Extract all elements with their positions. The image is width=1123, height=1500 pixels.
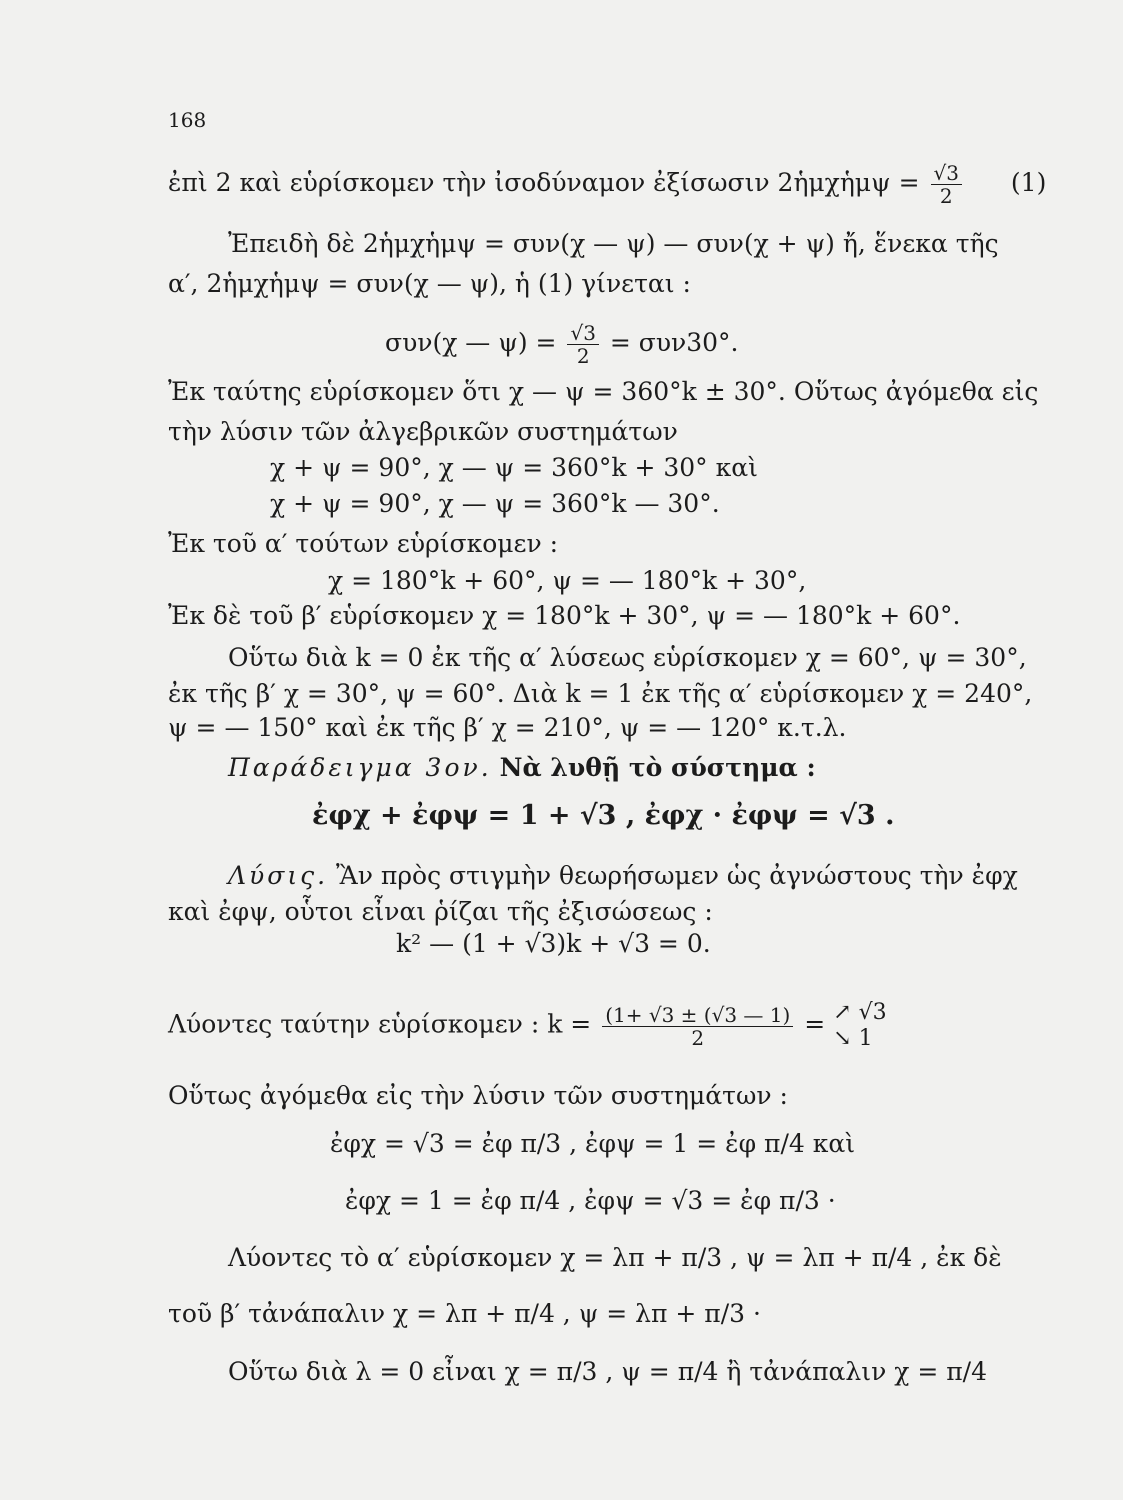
root-one: ↘ 1	[833, 1026, 873, 1051]
tangent-system-1: ἐφχ = √3 = ἐφ π/3 , ἐφψ = 1 = ἐφ π/4 καὶ	[330, 1129, 856, 1158]
solution-heading	[228, 860, 1018, 892]
example-label: Παράδειγμα 3ον.	[228, 753, 492, 782]
quadratic-equation: k² — (1 + √3)k + √3 = 0.	[396, 929, 711, 958]
equation-cos-left: συν(χ — ψ) =	[385, 328, 557, 357]
solution-line-a: χ = 180°k + 60°, ψ = — 180°k + 30°,	[328, 566, 807, 595]
text-line-5: Ἐκ ταύτης εὑρίσκομεν ὅτι χ — ψ = 360°k ± 30°. Οὕτως ἀγόμεθα εἰς	[168, 377, 1039, 406]
equation-cos	[385, 322, 739, 367]
page-number: 168	[168, 108, 207, 132]
line-1-text: ἐπὶ 2 καὶ εὑρίσκομεν τὴν ἰσοδύναμον ἐξίσωσιν 2ἡμχἡμψ =	[168, 168, 920, 197]
text-line-3: α′, 2ἡμχἡμψ = συν(χ — ψ), ἡ (1) γίνεται :	[168, 269, 691, 298]
solution-intro: Ἂν πρὸς στιγμὴν θεωρήσωμεν ὡς ἀγνώστους τὴν ἐφχ	[336, 861, 1018, 890]
root-formula	[168, 1000, 887, 1052]
root-sqrt3: ↗ √3	[833, 1000, 887, 1025]
solution-label: Λύσις.	[228, 861, 329, 890]
text-line-1	[168, 162, 1046, 207]
text-line-12: Οὕτω διὰ k = 0 ἐκ τῆς α′ λύσεως εὑρίσκομεν χ = 60°, ψ = 30°,	[228, 643, 1027, 672]
text-line-18: καὶ ἐφψ, οὗτοι εἶναι ῥίζαι τῆς ἐξισώσεως :	[168, 897, 713, 926]
example-title: Νὰ λυθῇ τὸ σύστημα :	[499, 753, 816, 782]
roots-branch	[833, 1000, 886, 1052]
tangent-system-2: ἐφχ = 1 = ἐφ π/4 , ἐφψ = √3 = ἐφ π/3 ·	[345, 1186, 836, 1215]
example-heading	[228, 752, 816, 784]
text-line-6: τὴν λύσιν τῶν ἀλγεβρικῶν συστημάτων	[168, 417, 678, 446]
root-formula-left: Λύοντες ταύτην εὑρίσκομεν : k =	[168, 1009, 592, 1039]
text-line-25: τοῦ β′ τἀνάπαλιν χ = λπ + π/4 , ψ = λπ + π/3 ·	[168, 1299, 761, 1328]
text-line-26: Οὕτω διὰ λ = 0 εἶναι χ = π/3 , ψ = π/4 ἢ τἀνάπαλιν χ = π/4	[228, 1357, 987, 1386]
equation-tag: (1)	[1010, 168, 1047, 197]
text-line-11: Ἐκ δὲ τοῦ β′ εὑρίσκομεν χ = 180°k + 30°, ψ = — 180°k + 60°.	[168, 601, 961, 630]
system-line-1: χ + ψ = 90°, χ — ψ = 360°k + 30° καὶ	[270, 453, 758, 482]
text-line-21: Οὕτως ἀγόμεθα εἰς τὴν λύσιν τῶν συστημάτων :	[168, 1081, 788, 1110]
text-line-9: Ἐκ τοῦ α′ τούτων εὑρίσκομεν :	[168, 529, 559, 558]
equation-cos-right: = συν30°.	[609, 328, 739, 357]
fraction-sqrt3-over-2: $\frac{√3}{2}$	[931, 162, 962, 207]
fraction-roots: $\frac{(1+ √3 \pm (√3 — 1)}{2}$	[602, 1004, 793, 1049]
fraction-sqrt3-over-2: $\frac{√3}{2}$	[567, 322, 598, 367]
system-equation: ἐφχ + ἐφψ = 1 + √3 , ἐφχ · ἐφψ = √3 .	[312, 800, 895, 831]
text-line-14: ψ = — 150° καὶ ἐκ τῆς β′ χ = 210°, ψ = — 120° κ.τ.λ.	[168, 713, 847, 742]
system-line-2: χ + ψ = 90°, χ — ψ = 360°k — 30°.	[270, 489, 720, 518]
text-line-13: ἐκ τῆς β′ χ = 30°, ψ = 60°. Διὰ k = 1 ἐκ τῆς α′ εὑρίσκομεν χ = 240°,	[168, 679, 1033, 708]
text-line-24: Λύοντες τὸ α′ εὑρίσκομεν χ = λπ + π/3 , ψ = λπ + π/4 , ἐκ δὲ	[228, 1243, 1002, 1272]
equals-sign: =	[804, 1009, 826, 1039]
text-line-2: Ἐπειδὴ δὲ 2ἡμχἡμψ = συν(χ — ψ) — συν(χ + ψ) ἤ, ἕνεκα τῆς	[228, 229, 999, 258]
